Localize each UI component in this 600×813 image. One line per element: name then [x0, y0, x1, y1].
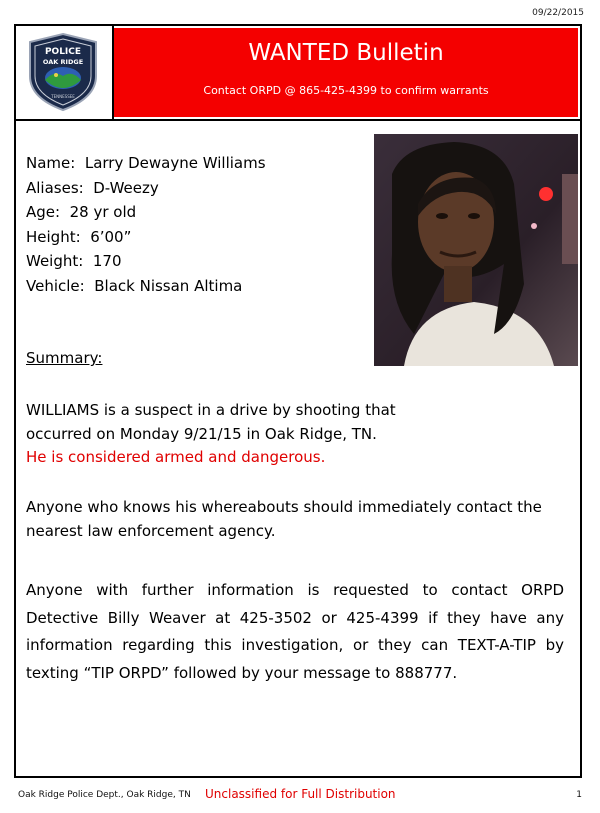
svg-text:POLICE: POLICE [44, 47, 82, 57]
suspect-photo [374, 134, 578, 366]
suspect-name: Larry Dewayne Williams [84, 154, 266, 172]
footer-classification: Unclassified for Full Distribution [205, 787, 396, 801]
police-badge-icon [26, 32, 100, 112]
suspect-height: 6’00” [90, 227, 132, 246]
armed-warning: He is considered armed and dangerous. [26, 448, 326, 466]
footer-department: Oak Ridge Police Dept., Oak Ridge, TN [18, 790, 191, 800]
bulletin-date: 09/22/2015 [532, 8, 584, 18]
summary-paragraph-2: Anyone who knows his whereabouts should immediately contact the nearest law enforcement agency. [26, 498, 542, 540]
suspect-aliases: D-Weezy [93, 178, 159, 197]
summary-heading: Summary: [26, 349, 103, 367]
aliases-row: Aliases: D-Weezy [26, 178, 159, 197]
weight-row: Weight: 170 [26, 252, 122, 271]
summary-paragraph-3: Anyone with further information is requested to contact ORPD Detective Billy Weaver at 425-3502 or 425-4399 if they have any information regarding this investigation, or they can TEXT-A-TIP by texting “TIP ORPD” followed by your message to 888777. [26, 581, 564, 682]
page-footer [0, 786, 600, 806]
suspect-vehicle: Black Nissan Altima [94, 276, 243, 295]
bulletin-title: WANTED Bulletin [248, 40, 444, 66]
svg-text:TENNESSEE: TENNESSEE [51, 94, 75, 99]
footer-page-number: 1 [576, 790, 582, 800]
bulletin-frame [14, 24, 582, 778]
name-row: Name: Larry Dewayne Williams [26, 154, 266, 172]
badge-box [16, 26, 114, 119]
age-row: Age: 28 yr old [26, 203, 137, 222]
bulletin-header [16, 26, 580, 121]
height-row: Height: 6’00” [26, 227, 132, 246]
svg-text:OAK RIDGE: OAK RIDGE [42, 58, 84, 66]
header-banner [114, 28, 578, 117]
vehicle-row: Vehicle: Black Nissan Altima [26, 276, 243, 295]
suspect-weight: 170 [92, 252, 122, 271]
summary-paragraph-1: WILLIAMS is a suspect in a drive by shooting that occurred on Monday 9/21/15 in Oak Ridge, TN. He is considered armed and dangerous. [26, 399, 566, 470]
suspect-details [26, 151, 266, 299]
suspect-age: 28 yr old [69, 203, 137, 222]
bulletin-subtitle: Contact ORPD @ 865-425-4399 to confirm warrants [203, 84, 489, 97]
